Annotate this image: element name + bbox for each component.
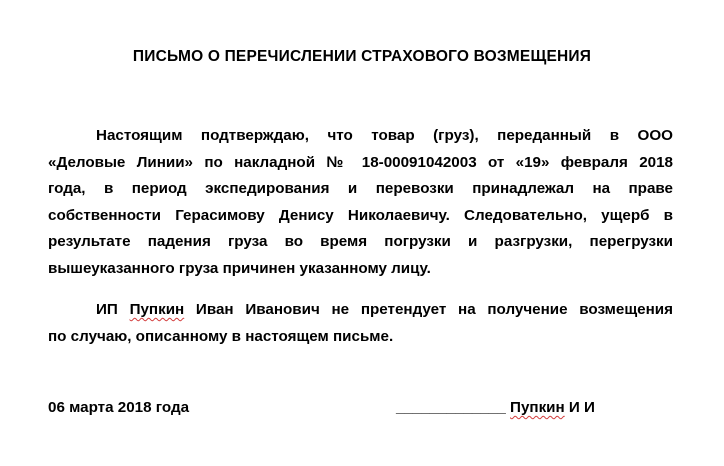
paragraph-line: результате падения груза во время погрузки и разгрузки, перегрузки: [48, 233, 673, 251]
paragraph-line: [48, 297, 673, 324]
spellcheck-name: Пупкин: [129, 301, 185, 318]
paragraph-line: собственности Герасимову Денису Николаевичу. Следовательно, ущерб в: [48, 206, 673, 224]
paragraph-line: «Деловые Линии» по накладной № 18-00091042003 от «19» февраля 2018: [48, 153, 673, 171]
paragraph-text: Иван Иванович не претендует на получение возмещения: [184, 301, 673, 318]
document-title: ПИСЬМО О ПЕРЕЧИСЛЕНИИ СТРАХОВОГО ВОЗМЕЩЕНИЯ: [132, 48, 592, 65]
paragraph-line: по случаю, описанному в настоящем письме.: [48, 327, 394, 345]
paragraph-line: Настоящим подтверждаю, что товар (груз), переданный в ООО: [96, 127, 673, 144]
signature-block: [396, 398, 595, 418]
signatory-initials: И И: [564, 399, 595, 416]
signature-line: _____________: [396, 399, 506, 416]
paragraph-line: года, в период экспедирования и перевозки принадлежал на праве: [48, 180, 673, 198]
paragraph-waiver: [48, 297, 673, 350]
paragraph-line: вышеуказанного груза причинен указанному лицу.: [48, 259, 431, 277]
paragraph-confirmation: [48, 123, 673, 283]
entity-prefix: ИП: [96, 301, 130, 318]
document-date: 06 марта 2018 года: [48, 399, 190, 416]
signatory-name: Пупкин: [510, 399, 565, 416]
